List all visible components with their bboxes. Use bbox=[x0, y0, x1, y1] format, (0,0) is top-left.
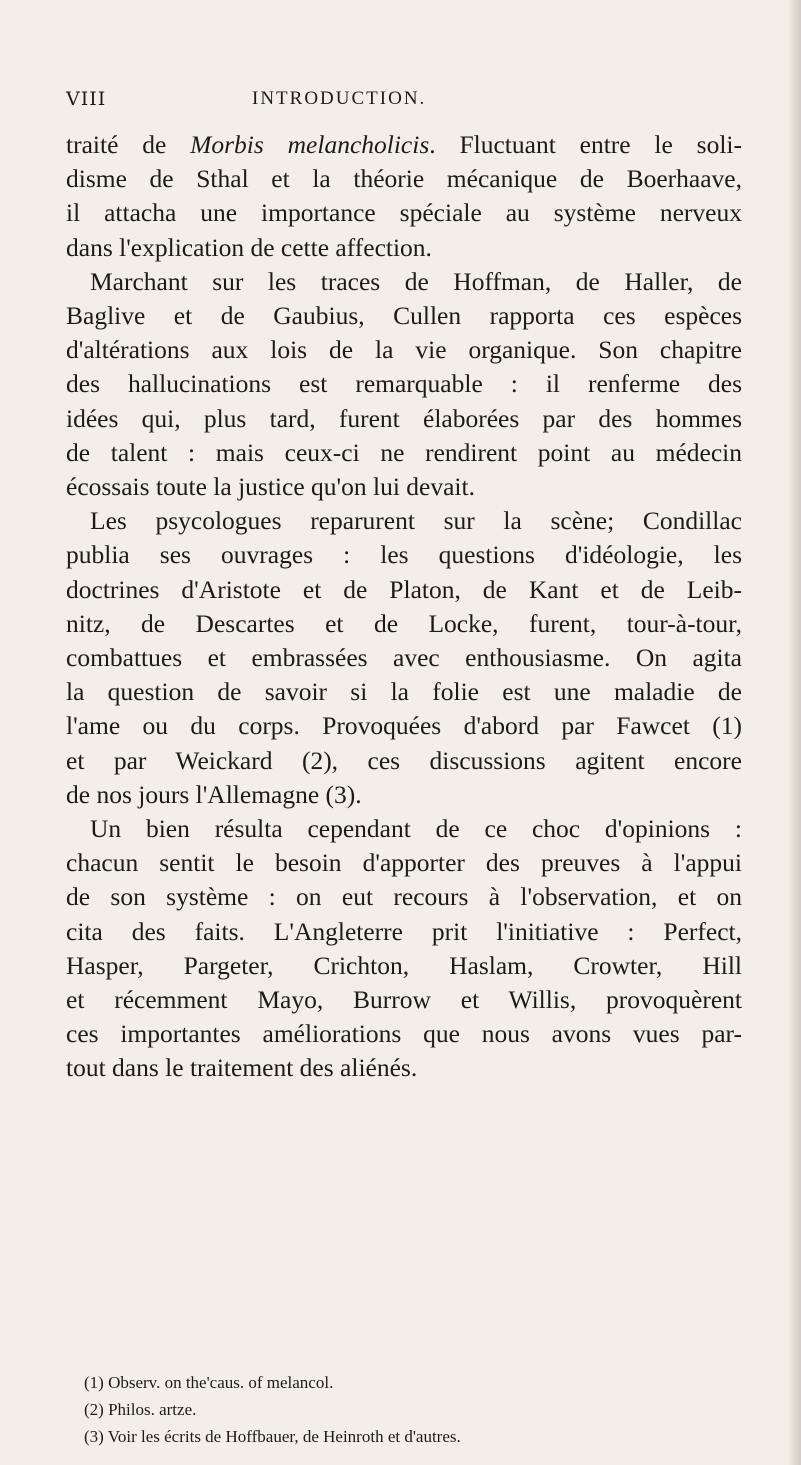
text-line-14: doctrines d'Aristote et de Platon, de Kant et de Leib- bbox=[66, 574, 742, 604]
text-line-19: et par Weickard (2), ces discussions agitent encore bbox=[66, 745, 742, 775]
text-line-21: Un bien résulta cependant de ce choc d'opinions : bbox=[90, 814, 742, 844]
text-line-4: dans l'explication de cette affection. bbox=[66, 232, 432, 262]
text-line-5: Marchant sur les traces de Hoffman, de Haller, de bbox=[90, 266, 742, 296]
page-scan-edge bbox=[787, 0, 801, 1465]
text-line-2: disme de Sthal et la théorie mécanique de Boerhaave, bbox=[66, 164, 742, 194]
text-line-27: ces importantes améliorations que nous avons vues par- bbox=[66, 1019, 742, 1049]
text-line-13: publia ses ouvrages : les questions d'idéologie, les bbox=[66, 540, 742, 570]
text-line-16: combattues et embrassées avec enthousiasme. On agita bbox=[66, 643, 742, 673]
footnote-3: (3) Voir les écrits de Hoffbauer, de Heinroth et d'autres. bbox=[84, 1427, 461, 1446]
text-line-10: de talent : mais ceux-ci ne rendirent point au médecin bbox=[66, 437, 742, 467]
footnote-2: (2) Philos. artze. bbox=[84, 1400, 197, 1419]
text-line-28: tout dans le traitement des aliénés. bbox=[66, 1053, 418, 1083]
text-line-8: des hallucinations est remarquable : il renferme des bbox=[66, 369, 742, 399]
text-line-24: cita des faits. L'Angleterre prit l'initiative : Perfect, bbox=[66, 916, 742, 946]
text-line-11: écossais toute la justice qu'on lui devait. bbox=[66, 472, 475, 502]
book-title-italic: Morbis melancholicis bbox=[190, 130, 430, 159]
text-line-1-prefix: traité de bbox=[66, 130, 191, 159]
text-line-26: et récemment Mayo, Burrow et Willis, provoquèrent bbox=[66, 985, 742, 1015]
text-line-22: chacun sentit le besoin d'apporter des preuves à l'appui bbox=[66, 848, 742, 878]
footnote-1: (1) Observ. on the'caus. of melancol. bbox=[84, 1373, 334, 1392]
text-line-9: idées qui, plus tard, furent élaborées par des hommes bbox=[66, 403, 742, 433]
text-line-12: Les psycologues reparurent sur la scène; Condillac bbox=[90, 506, 742, 536]
page-number: VIII bbox=[66, 88, 107, 110]
text-line-15: nitz, de Descartes et de Locke, furent, tour-à-tour, bbox=[66, 608, 742, 638]
text-line-6: Baglive et de Gaubius, Cullen rapporta ces espèces bbox=[66, 301, 742, 331]
text-line-1-suffix: . Fluctuant entre le soli- bbox=[429, 130, 742, 159]
text-line-18: l'ame ou du corps. Provoquées d'abord par Fawcet (1) bbox=[66, 711, 742, 741]
footnotes bbox=[84, 1369, 744, 1450]
text-line-3: il attacha une importance spéciale au système nerveux bbox=[66, 198, 742, 228]
body-text bbox=[66, 128, 742, 1086]
running-head bbox=[66, 88, 741, 116]
text-line-25: Hasper, Pargeter, Crichton, Haslam, Crowter, Hill bbox=[66, 950, 742, 980]
text-line-7: d'altérations aux lois de la vie organique. Son chapitre bbox=[66, 335, 742, 365]
running-title: INTRODUCTION. bbox=[252, 88, 427, 109]
text-line-17: la question de savoir si la folie est une maladie de bbox=[66, 677, 742, 707]
text-line-1 bbox=[66, 128, 742, 162]
text-line-23: de son système : on eut recours à l'observation, et on bbox=[66, 882, 742, 912]
text-line-20: de nos jours l'Allemagne (3). bbox=[66, 779, 362, 809]
